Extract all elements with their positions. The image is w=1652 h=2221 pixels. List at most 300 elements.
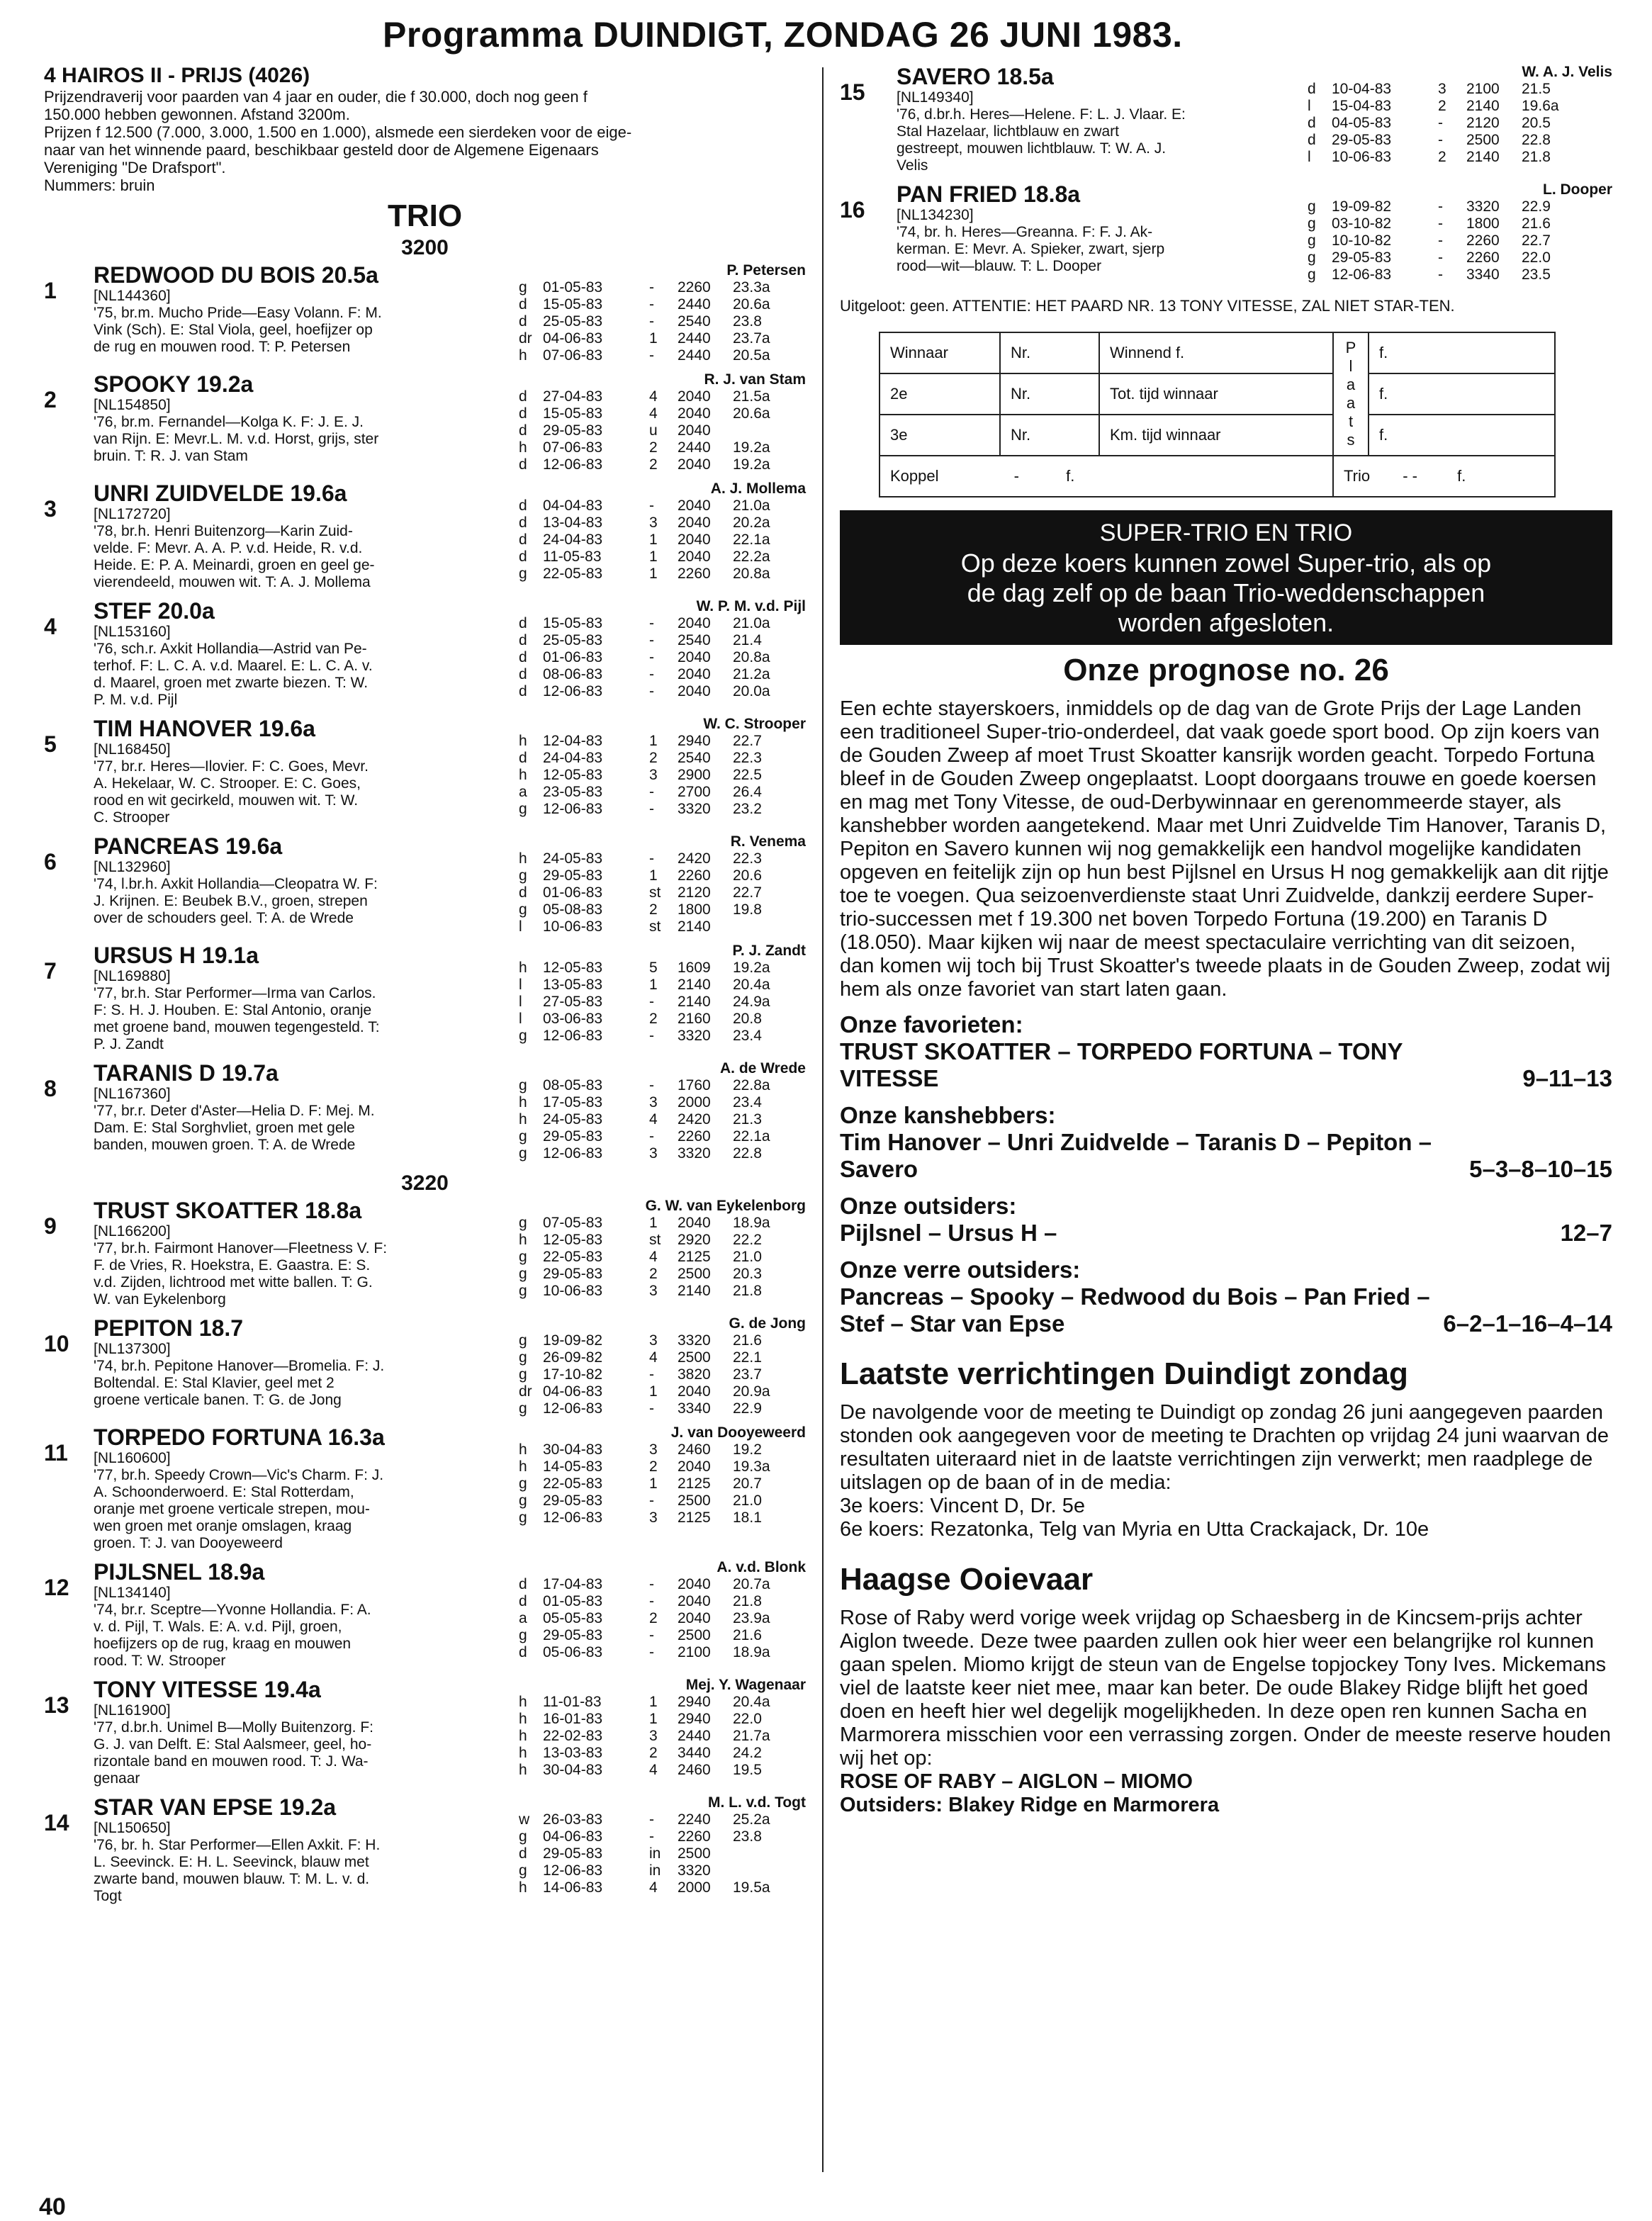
horse-description-line: [NL161900] (94, 1702, 171, 1719)
performance-row (505, 405, 806, 422)
performance-cell: 19.2a (733, 456, 770, 473)
performance-cell: - (1438, 115, 1443, 131)
performance-cell: - (649, 1593, 654, 1609)
performance-cell: g (519, 1509, 527, 1526)
performance-row (505, 666, 806, 683)
performance-row (505, 1011, 806, 1028)
column-divider (822, 67, 824, 2172)
performance-cell: g (519, 1145, 527, 1162)
performance-cell: 19.8 (733, 901, 762, 918)
horse-performances (505, 1559, 806, 1670)
horse-description-line: '77, br.r. Heres—Ilovier. F: C. Goes, Mevr. (94, 758, 369, 775)
horse-description-line: '77, br.h. Fairmont Hanover—Fleetness V. F: (94, 1240, 388, 1256)
performance-cell: 07-06-83 (543, 347, 603, 364)
performance-cell: 3 (649, 1094, 658, 1110)
performance-cell: 21.5a (733, 388, 770, 405)
horse-info (94, 1060, 505, 1162)
performance-cell: g (1308, 215, 1316, 232)
horse-description-line: Velis (897, 157, 928, 174)
performance-cell: 22.0 (1522, 249, 1551, 266)
performance-row (505, 1458, 806, 1475)
performance-row (505, 1593, 806, 1610)
performance-cell: 3 (649, 1441, 658, 1458)
jockey-name: R. J. van Stam (704, 371, 806, 388)
horse-number: 12 (44, 1575, 69, 1600)
performance-cell: 25.2a (733, 1811, 770, 1828)
performance-cell: 12-06-83 (1332, 266, 1392, 283)
performance-row (505, 388, 806, 405)
performance-cell: 12-06-83 (543, 1862, 603, 1879)
performance-cell: 19.2a (733, 960, 770, 976)
performance-cell: g (519, 566, 527, 582)
horse-name: TARANIS D 19.7a (94, 1060, 279, 1086)
performance-row (505, 330, 806, 347)
performance-cell: 22.0 (733, 1711, 762, 1727)
performance-cell: 2 (649, 901, 658, 918)
performance-row (505, 439, 806, 456)
performance-cell: 2040 (678, 649, 711, 665)
performance-cell: - (1438, 132, 1443, 148)
performance-cell: 22.9 (733, 1400, 762, 1417)
performance-row (505, 994, 806, 1011)
performance-cell: 1 (649, 566, 658, 582)
performance-cell: - (649, 801, 654, 817)
horse-info (897, 64, 1293, 174)
horse-description-line: '78, br.h. Henri Buitenzorg—Karin Zuid- (94, 523, 353, 539)
performance-cell: d (519, 515, 527, 531)
horse-info (94, 833, 505, 935)
performance-cell: 3320 (678, 1028, 711, 1044)
performance-cell: d (519, 666, 527, 682)
horse-description-line: v. d. Pijl, T. Wals. E: A. v.d. Pijl, groen, (94, 1619, 342, 1635)
performance-cell: 4 (649, 1879, 658, 1896)
horse-number: 8 (44, 1076, 57, 1101)
performance-cell: 17-04-83 (543, 1576, 603, 1592)
performance-cell: 23-05-83 (543, 784, 603, 800)
performance-cell: 19.5 (733, 1762, 762, 1778)
horse-performances (505, 833, 806, 935)
performance-cell: 1 (649, 1383, 658, 1400)
performance-cell: 2940 (678, 1711, 711, 1727)
performance-cell: 20.4a (733, 977, 770, 993)
performance-cell: 2100 (1466, 81, 1500, 97)
performance-cell: 21.0 (733, 1249, 762, 1265)
performance-cell: 2040 (678, 1215, 711, 1231)
performance-cell: g (519, 801, 527, 817)
performance-row (505, 1077, 806, 1094)
performance-cell: 25-05-83 (543, 632, 603, 648)
performance-row (1293, 149, 1612, 166)
performance-cell: h (519, 1458, 527, 1475)
performance-cell: 20.9a (733, 1383, 770, 1400)
performance-cell: 2040 (678, 1383, 711, 1400)
prognose-text: Een echte stayerskoers, inmiddels op de dag van de Grote Prijs der Lage Landen een traditioneel Super-trio-onderdeel, dat vaak goede sport bood. Op zijn koers van de Gouden Zweep af moet Trust Skoatter kansrijk worden geacht. Torpedo Fortuna bleef in de Gouden Zweep ongeplaatst. Loopt doorgaans trouwe en goede koersen en mag met Tony Vitesse, de oud-Derbywinnaar en gerenommeerde stayer, als kanshebber worden aangetekend. Maar met Unri Zuidvelde Tim Hanover, Taranis D, Pepiton en Savero kunnen wij nog gemakkelijk een handvol mogelijke kandidaten opgeven en feitelijk zijn op hun best Pijlsnel en Ursus H nog gemakkelijk aan dit rijtje toe te voegen. Qua seizoenverdienste staat Unri Zuidvelde, dankzij eerdere Super-trio-successen met f 19.300 net boven Torpedo Fortuna (19.200) en Taranis D (18.050). Maar kijken wij naar de meest spectaculaire verrichting van dit seizoen, dan komen wij toch bij Trust Skoatter's tweede plaats in de Gouden Zweep, zodat wij hem als onze favoriet van start laten gaan. (840, 697, 1611, 1001)
performance-cell: 2000 (678, 1094, 711, 1110)
performance-row (505, 733, 806, 750)
performance-row (505, 1475, 806, 1492)
horse-description-line: hoefijzers op de rug, kraag en mouwen (94, 1636, 352, 1652)
performance-cell: h (519, 767, 527, 783)
performance-cell: 10-06-83 (1332, 149, 1392, 165)
performance-cell: st (649, 918, 661, 935)
jockey-name: R. Venema (730, 833, 806, 850)
performance-cell: 08-06-83 (543, 666, 603, 682)
horse-description-line: '76, br. h. Star Performer—Ellen Axkit. F: H. (94, 1837, 381, 1853)
race-info: Prijzendraverij voor paarden van 4 jaar en ouder, die f 30.000, doch nog geen f 150.000 hebben gewonnen. Afstand 3200m. Prijzen f 12.500 (7.000, 3.000, 1.500 en 1.000), alsmede een sierdeken voor de eige- naar van het winnende paard, beschikbaar gesteld door de Algemene Eigenaars Vereniging "De Drafsport". Nummers: bruin (44, 88, 632, 194)
performance-cell: 10-10-82 (1332, 232, 1392, 249)
horse-description-line: C. Strooper (94, 809, 170, 826)
horse-info (94, 1559, 505, 1670)
performance-cell: 12-06-83 (543, 1400, 603, 1417)
performance-cell: d (519, 632, 527, 648)
performance-cell: - (649, 296, 654, 313)
horse-description-line: rizontale band en mouwen rood. T: J. Wa- (94, 1753, 369, 1770)
horse-name: TORPEDO FORTUNA 16.3a (94, 1424, 385, 1450)
performance-cell: - (649, 1811, 654, 1828)
performance-cell: 2 (649, 1266, 658, 1282)
horse-name: SPOOKY 19.2a (94, 371, 254, 397)
performance-row (505, 1128, 806, 1145)
performance-cell: 18.9a (733, 1644, 770, 1660)
horse-entry (44, 1315, 806, 1417)
performance-cell: d (1308, 81, 1316, 97)
performance-cell: 12-06-83 (543, 1509, 603, 1526)
performance-row (1293, 266, 1612, 283)
horse-name: SAVERO 18.5a (897, 64, 1054, 89)
performance-row (1293, 198, 1612, 215)
performance-cell: - (649, 994, 654, 1010)
performance-cell: 21.0 (733, 1492, 762, 1509)
super-trio-banner: SUPER-TRIO EN TRIO Op deze koers kunnen zowel Super-trio, als op de dag zelf op de baan Trio-weddenschappen worden afgesloten. (840, 510, 1612, 645)
performance-cell: 1 (649, 532, 658, 548)
performance-cell: g (519, 1266, 527, 1282)
performance-cell (733, 1862, 790, 1879)
performance-cell: 2540 (678, 750, 711, 766)
performance-cell: 04-06-83 (543, 1383, 603, 1400)
performance-cell: 22-05-83 (543, 1249, 603, 1265)
performance-cell: d (1308, 132, 1316, 148)
performance-cell: 2460 (678, 1762, 711, 1778)
performance-cell: 30-04-83 (543, 1762, 603, 1778)
performance-row (505, 977, 806, 994)
horse-name: PEPITON 18.7 (94, 1315, 244, 1341)
performance-cell: h (519, 960, 527, 976)
performance-cell: 2040 (678, 1593, 711, 1609)
performance-cell: 30-04-83 (543, 1441, 603, 1458)
performance-cell: 15-05-83 (543, 296, 603, 313)
performance-cell: 20.0a (733, 683, 770, 699)
horse-entry (44, 716, 806, 826)
horse-entry (44, 1198, 806, 1308)
performance-cell: - (649, 1492, 654, 1509)
performance-cell: 1609 (678, 960, 711, 976)
performance-cell: 2940 (678, 733, 711, 749)
jockey-name: M. L. v.d. Togt (707, 1794, 806, 1811)
horse-description-line: [NL167360] (94, 1086, 171, 1102)
performance-row (505, 1232, 806, 1249)
performance-cell: 03-06-83 (543, 1011, 603, 1027)
performance-cell: - (649, 850, 654, 867)
jockey-name: A. v.d. Blonk (717, 1559, 806, 1575)
performance-cell: 24-04-83 (543, 750, 603, 766)
performance-cell: 22.8 (733, 1145, 762, 1162)
performance-cell: h (519, 733, 527, 749)
performance-cell: 2260 (678, 566, 711, 582)
horse-description-line: bruin. T: R. J. van Stam (94, 448, 248, 464)
jockey-name: A. de Wrede (720, 1060, 806, 1076)
performance-row (505, 497, 806, 515)
performance-cell: d (519, 405, 527, 422)
performance-cell: 23.8 (733, 1828, 762, 1845)
performance-cell: 20.6a (733, 405, 770, 422)
performance-cell: 17-10-82 (543, 1366, 603, 1383)
performance-cell: 29-05-83 (1332, 132, 1392, 148)
performance-cell: 23.7a (733, 330, 770, 347)
performance-cell: 24.9a (733, 994, 770, 1010)
performance-cell: in (649, 1845, 661, 1862)
performance-cell: 22.7 (733, 733, 762, 749)
performance-cell: - (649, 1128, 654, 1145)
horse-description-line: '77, br.h. Star Performer—Irma van Carlos. (94, 985, 376, 1001)
performance-cell: 12-06-83 (543, 683, 603, 699)
performance-row (505, 1249, 806, 1266)
performance-row (505, 1400, 806, 1417)
horse-entry (44, 1060, 806, 1162)
performance-cell: 2420 (678, 1111, 711, 1128)
performance-cell: 2040 (678, 1458, 711, 1475)
horse-description-line: wen groen met oranje omslagen, kraag (94, 1518, 352, 1534)
performance-cell: a (519, 784, 527, 800)
performance-cell: 2 (1438, 149, 1446, 165)
performance-cell: 2040 (678, 683, 711, 699)
performance-cell: l (519, 977, 522, 993)
performance-row (505, 1349, 806, 1366)
performance-cell: 4 (649, 388, 658, 405)
performance-cell: 15-05-83 (543, 405, 603, 422)
performance-cell: 24-04-83 (543, 532, 603, 548)
horse-description-line: '76, d.br.h. Heres—Helene. F: L. J. Vlaar. E: (897, 106, 1186, 123)
performance-cell: 2040 (678, 497, 711, 514)
horse-description-line: groen. T: J. van Dooyeweerd (94, 1535, 283, 1551)
performance-cell: 21.7a (733, 1728, 770, 1744)
performance-cell: 2125 (678, 1509, 711, 1526)
jockey-name: W. A. J. Velis (1522, 64, 1612, 80)
performance-cell: 23.3a (733, 279, 770, 296)
horse-performances (505, 716, 806, 826)
race-heading: 4 HAIROS II - PRIJS (4026) (44, 64, 310, 87)
favorites-heading: Onze favorieten: (840, 1011, 1023, 1038)
performance-cell: - (649, 649, 654, 665)
performance-cell: 24.2 (733, 1745, 762, 1761)
horse-description-line: W. van Eykelenborg (94, 1291, 226, 1308)
horse-name: REDWOOD DU BOIS 20.5a (94, 262, 378, 288)
performance-cell: 2140 (1466, 98, 1500, 114)
horse-list (44, 1198, 806, 1905)
performance-cell: 2260 (678, 867, 711, 884)
horse-number: 2 (44, 387, 57, 412)
horse-number: 1 (44, 278, 57, 303)
horse-info (94, 371, 505, 473)
left-column (44, 64, 806, 1912)
performance-cell: 2140 (1466, 149, 1500, 165)
performance-cell: 22.7 (733, 884, 762, 901)
horse-performances (505, 1198, 806, 1308)
horse-performances (505, 1794, 806, 1905)
performance-row (1293, 115, 1612, 132)
performance-cell: 20.2a (733, 515, 770, 531)
performance-row (505, 515, 806, 532)
horse-entry (44, 1794, 806, 1905)
performance-row (505, 750, 806, 767)
performance-cell: 2260 (678, 279, 711, 296)
performance-cell: 3 (1438, 81, 1446, 97)
horse-description-line: J. Krijnen. E: Beubek B.V., groen, strepen (94, 893, 368, 909)
performance-row (505, 566, 806, 583)
performance-cell: - (649, 1366, 654, 1383)
performance-cell: - (1438, 198, 1443, 215)
horse-description-line: banden, mouwen groen. T: A. de Wrede (94, 1137, 356, 1153)
horse-number: 9 (44, 1213, 57, 1239)
performance-cell: - (649, 497, 654, 514)
horse-info (94, 943, 505, 1053)
horse-performances (505, 1060, 806, 1162)
performance-cell: h (519, 1745, 527, 1761)
performance-cell: dr (519, 330, 532, 347)
performance-cell: g (519, 1215, 527, 1231)
horse-number: 7 (44, 958, 57, 984)
jockey-name: Mej. Y. Wagenaar (685, 1677, 806, 1693)
performance-cell: 2500 (678, 1492, 711, 1509)
performance-cell: 21.5 (1522, 81, 1551, 97)
performance-cell: g (519, 1862, 527, 1879)
performance-cell: 23.2 (733, 801, 762, 817)
performance-cell: 2120 (1466, 115, 1500, 131)
performance-cell: in (649, 1862, 661, 1879)
performance-cell: st (649, 1232, 661, 1248)
horse-description-line: vierendeeld, mouwen wit. T: A. J. Mollema (94, 574, 371, 590)
performance-row (505, 901, 806, 918)
performance-cell: 4 (649, 1111, 658, 1128)
performance-cell: 1 (649, 1694, 658, 1710)
jockey-name: L. Dooper (1543, 181, 1612, 198)
performance-cell: 3 (649, 1332, 658, 1349)
performance-cell: 20.7 (733, 1475, 762, 1492)
performance-cell: d (519, 532, 527, 548)
performance-cell: - (649, 1077, 654, 1093)
horse-performances (505, 1424, 806, 1552)
performance-cell: 29-05-83 (543, 1266, 603, 1282)
performance-cell: 2040 (678, 666, 711, 682)
performance-cell: 29-05-83 (543, 1128, 603, 1145)
performance-cell: 11-01-83 (543, 1694, 602, 1710)
horse-description-line: [NL172720] (94, 506, 171, 522)
performance-cell: 2440 (678, 439, 711, 456)
performance-cell: - (649, 615, 654, 631)
performance-cell: 3340 (1466, 266, 1500, 283)
horse-description-line: v.d. Zijden, lichtrood met witte ballen. T: G. (94, 1274, 373, 1291)
performance-cell: - (1438, 266, 1443, 283)
performance-cell: 2120 (678, 884, 711, 901)
performance-row (505, 1879, 806, 1896)
performance-row (505, 1862, 806, 1879)
performance-cell: 2125 (678, 1249, 711, 1265)
horse-number: 13 (44, 1692, 69, 1718)
performance-cell: h (519, 1094, 527, 1110)
performance-cell: 2540 (678, 313, 711, 330)
performance-cell: 23.9a (733, 1610, 770, 1626)
performance-cell: 1 (649, 1475, 658, 1492)
horse-description-line: F. de Vries, R. Hoekstra, E. Gaastra. E: S. (94, 1257, 371, 1273)
horse-description-line: [NL154850] (94, 397, 171, 413)
performance-cell: 12-05-83 (543, 960, 603, 976)
performance-cell: 27-05-83 (543, 994, 603, 1010)
performance-cell: 2440 (678, 1728, 711, 1744)
performance-cell: 4 (649, 1249, 658, 1265)
performance-cell: 2 (649, 439, 658, 456)
horse-description-line: [NL153160] (94, 624, 171, 640)
performance-cell: 12-04-83 (543, 733, 603, 749)
performance-cell: 20.6 (733, 867, 762, 884)
horse-entry (44, 943, 806, 1053)
performance-cell: 2240 (678, 1811, 711, 1828)
performance-cell: h (519, 1232, 527, 1248)
performance-row (505, 456, 806, 473)
performance-row (505, 884, 806, 901)
horse-number: 14 (44, 1810, 69, 1835)
performance-row (505, 1644, 806, 1661)
performance-cell: 21.6 (733, 1627, 762, 1643)
performance-cell: 10-06-83 (543, 918, 603, 935)
performance-cell: 2500 (678, 1266, 711, 1282)
performance-cell: 3820 (678, 1366, 711, 1383)
horse-number: 11 (44, 1440, 68, 1466)
performance-cell: h (519, 439, 527, 456)
performance-cell: 3320 (678, 1145, 711, 1162)
horse-description-line: '77, d.br.h. Unimel B—Molly Buitenzorg. F: (94, 1719, 374, 1736)
performance-cell: g (519, 1028, 527, 1044)
performance-row (505, 801, 806, 818)
performance-row (505, 1845, 806, 1862)
horse-performances (505, 480, 806, 591)
performance-row (505, 615, 806, 632)
page-number: 40 (39, 2193, 66, 2220)
chances-heading: Onze kanshebbers: (840, 1102, 1056, 1128)
performance-cell: 2040 (678, 405, 711, 422)
performance-cell: h (519, 1694, 527, 1710)
performance-cell: d (519, 1644, 527, 1660)
performance-cell: 4 (649, 1762, 658, 1778)
performance-cell: h (519, 1762, 527, 1778)
performance-cell: 3320 (678, 1862, 711, 1879)
horse-description-line: Dam. E: Stal Sorghvliet, groen met gele (94, 1120, 355, 1136)
performance-cell: 2500 (678, 1627, 711, 1643)
performance-cell: 3 (649, 767, 658, 783)
performance-cell: 1800 (678, 901, 711, 918)
distance-label: 3200 (401, 236, 449, 259)
performance-cell: 22.3 (733, 850, 762, 867)
performance-cell: 3 (649, 1509, 658, 1526)
performance-row (505, 313, 806, 330)
performance-cell: g (1308, 232, 1316, 249)
performance-cell: 23.5 (1522, 266, 1551, 283)
performance-cell: h (519, 1441, 527, 1458)
performance-cell: 10-04-83 (1332, 81, 1392, 97)
performance-cell: 21.4 (733, 632, 762, 648)
performance-cell: d (519, 422, 527, 439)
performance-cell: 2 (649, 750, 658, 766)
horse-description-line: [NL169880] (94, 968, 171, 984)
horse-description-line: van Rijn. E: Mevr.L. M. v.d. Horst, grijs, ster (94, 431, 379, 447)
